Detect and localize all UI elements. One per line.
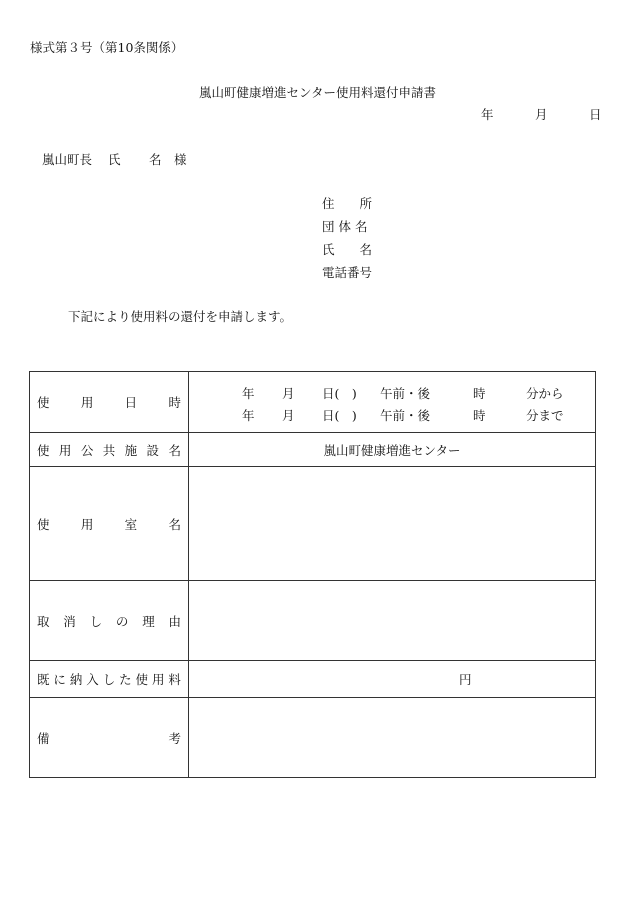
cancel-reason-value[interactable]: [189, 581, 596, 661]
date-year: 年: [481, 107, 494, 122]
facility-value: 嵐山町健康増進センター: [189, 433, 596, 467]
facility-label: 使 用 公 共 施 設 名: [37, 442, 181, 458]
document-title: 嵐山町健康増進センター使用料還付申請書: [198, 85, 436, 100]
usage-datetime-label: 使 用 日 時: [37, 395, 181, 410]
usage-to-line: 年 月 日( ) 午前・後 時 分まで: [242, 408, 564, 423]
applicant-name-label: 氏 名: [322, 242, 373, 257]
addressee-honorific: 様: [174, 152, 187, 167]
facility-label-cell: [30, 433, 189, 467]
applicant-phone-label: 電話番号: [322, 265, 373, 280]
usage-datetime-row: [30, 372, 596, 433]
paid-fee-label-cell: [30, 661, 189, 698]
room-label: 使 用 室 名: [37, 516, 181, 532]
paid-fee-value[interactable]: [189, 661, 596, 698]
addressee-name-label-1: 氏: [108, 152, 121, 167]
applicant-address-label: 住 所: [322, 196, 373, 211]
request-text: 下記により使用料の還付を申請します。: [68, 309, 293, 324]
remarks-value[interactable]: [189, 698, 596, 778]
date-month: 月: [535, 107, 548, 122]
usage-from-line: 年 月 日( ) 午前・後 時 分から: [242, 386, 564, 401]
cancel-reason-label: 取 消 し の 理 由: [37, 613, 181, 629]
paid-fee-label: 既 に 納 入 し た 使 用 料: [37, 672, 181, 687]
addressee-name-label-2: 名: [149, 152, 162, 167]
addressee-title: 嵐山町長: [42, 152, 93, 167]
room-row: [30, 467, 596, 581]
facility-row: [30, 433, 596, 467]
room-label-cell: [30, 467, 189, 581]
paid-fee-row: [30, 661, 596, 698]
form-number: 様式第３号（第10条関係）: [30, 40, 184, 55]
cancel-reason-label-cell: [30, 581, 189, 661]
cancel-reason-row: [30, 581, 596, 661]
refund-form-table: [29, 371, 596, 778]
date-day: 日: [589, 107, 602, 122]
remarks-row: [30, 698, 596, 778]
usage-datetime-label-cell: [30, 372, 189, 433]
remarks-label-cell: [30, 698, 189, 778]
remarks-label: 備 考: [37, 730, 181, 746]
room-value[interactable]: [189, 467, 596, 581]
usage-datetime-value: [189, 372, 596, 433]
applicant-group-label: 団 体 名: [322, 219, 368, 234]
paid-fee-unit: 円: [459, 672, 472, 687]
